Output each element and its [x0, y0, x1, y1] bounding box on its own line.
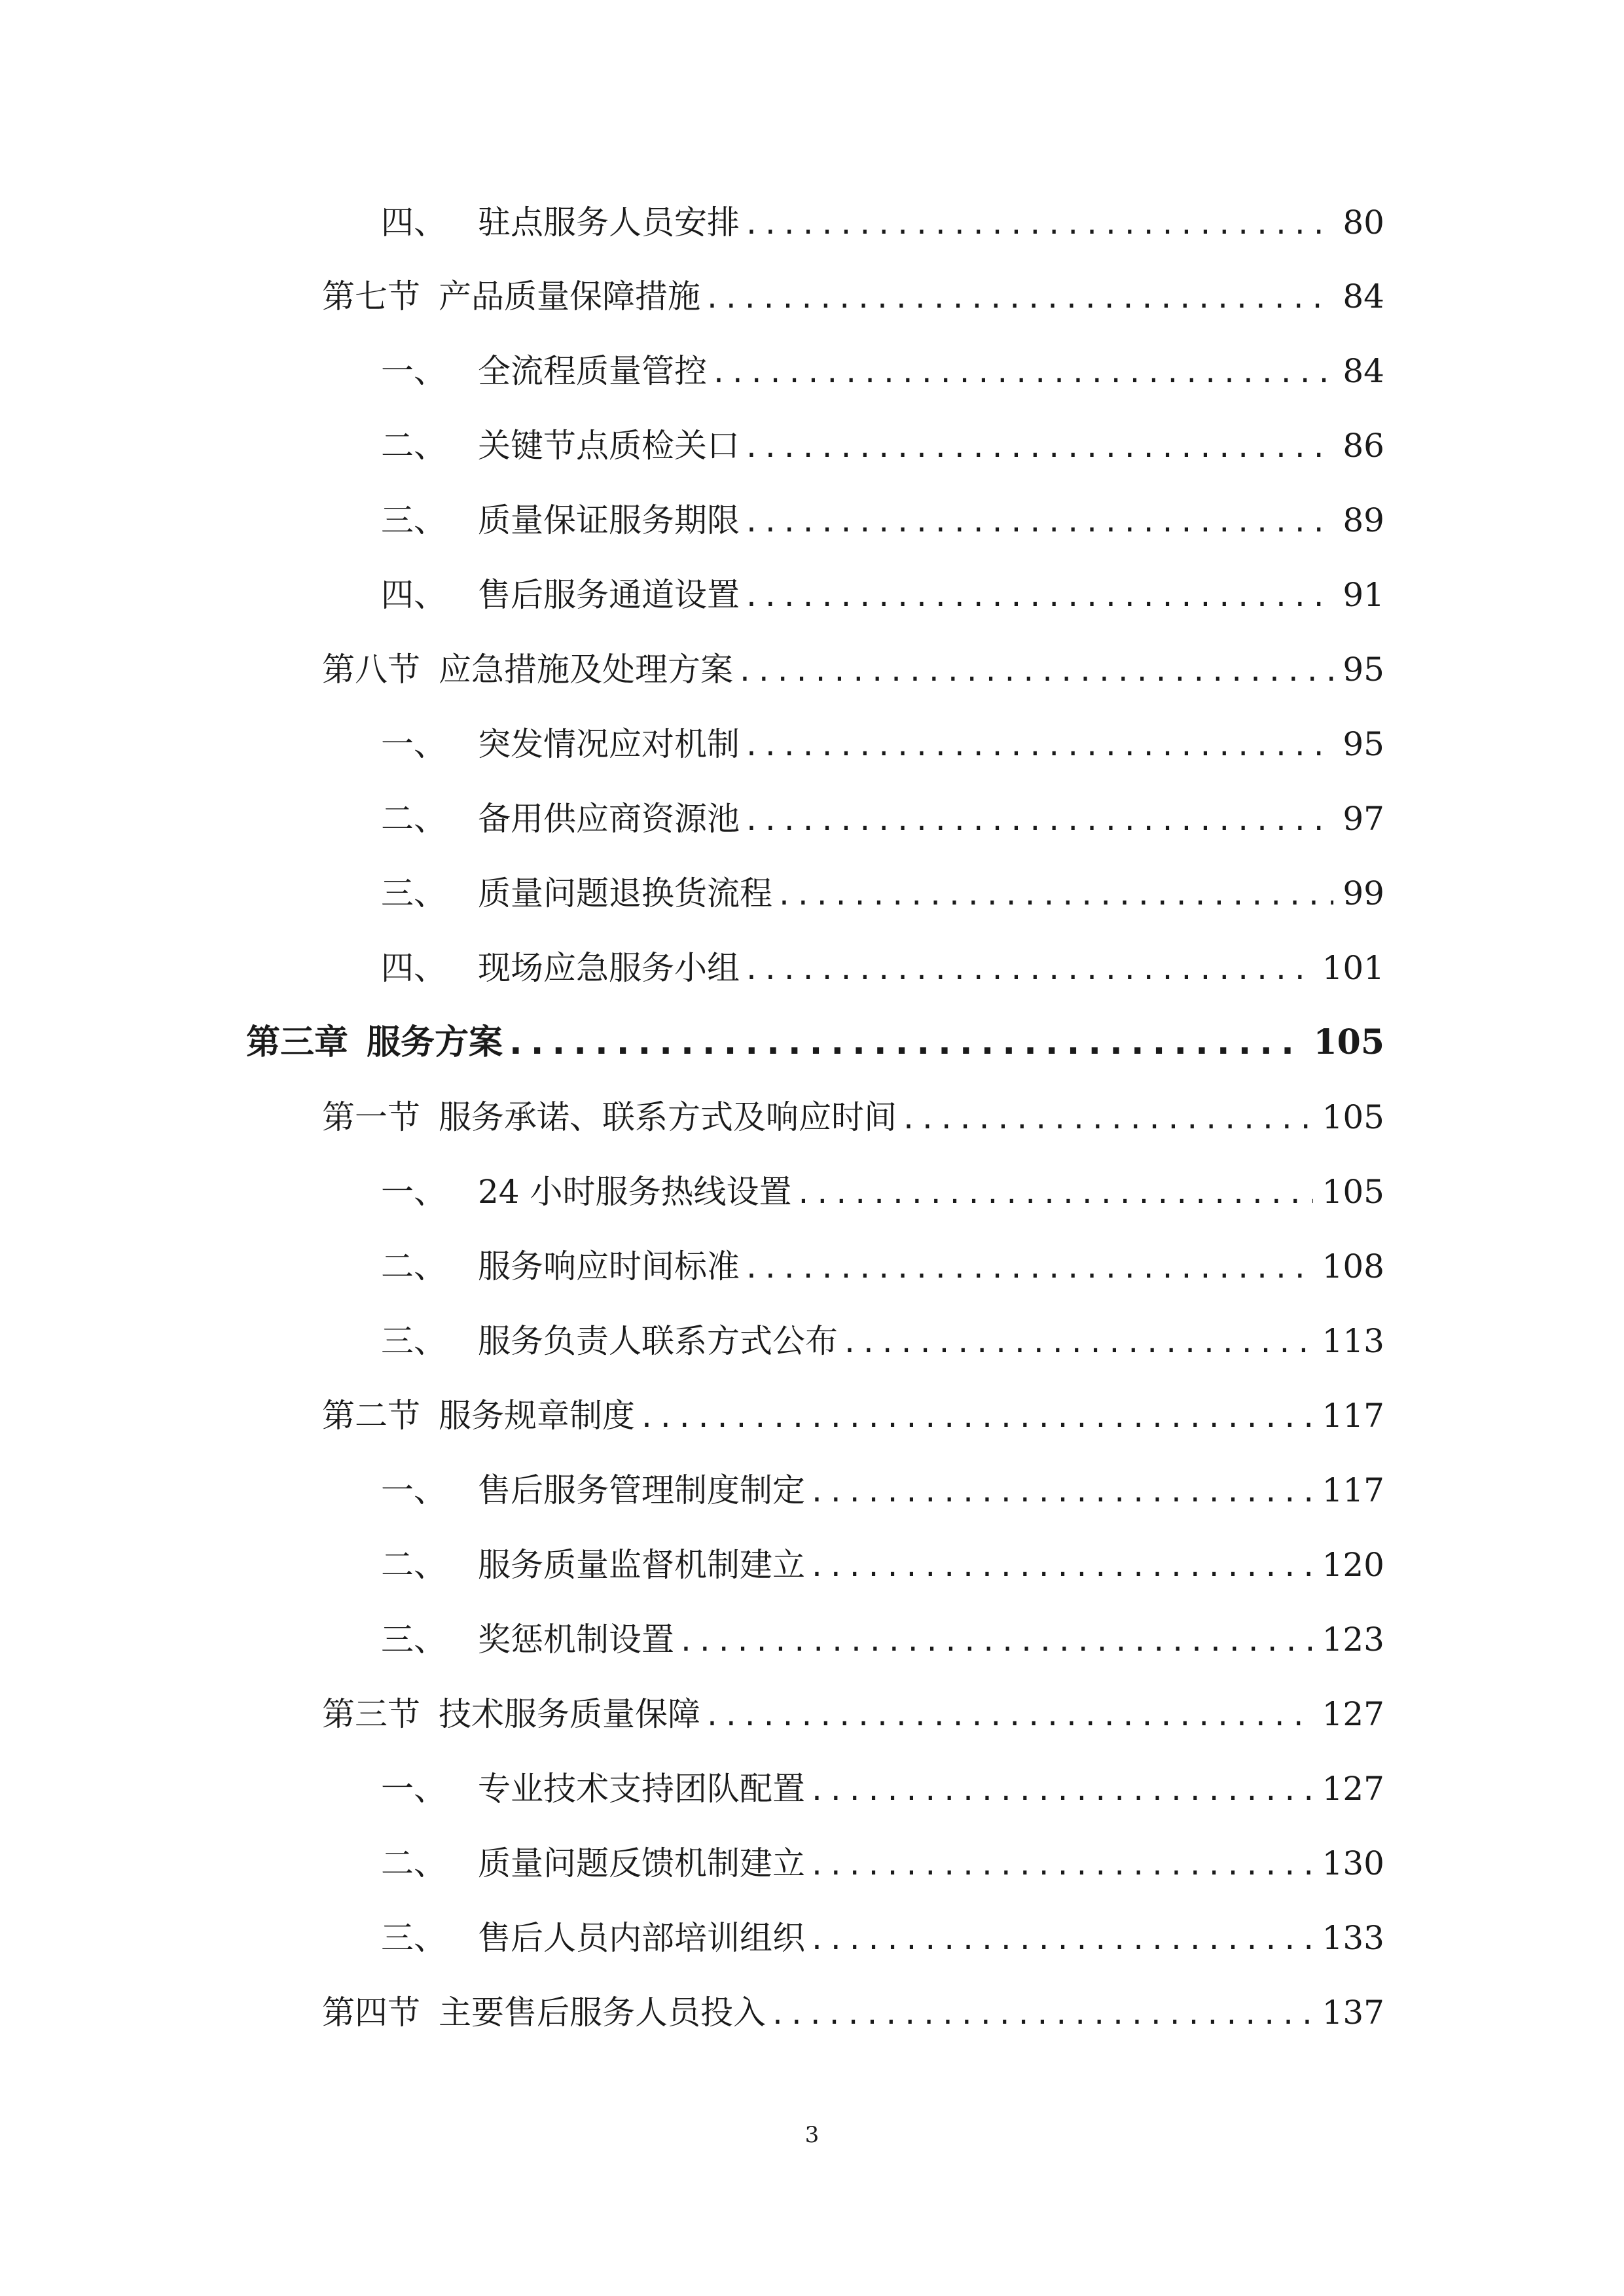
dot-leader	[812, 1539, 1313, 1591]
toc-entry-page: 97	[1343, 800, 1384, 838]
toc-entry-page: 101	[1322, 949, 1384, 987]
toc-entry-page: 84	[1343, 278, 1384, 315]
toc-entry-number: 三、	[381, 1621, 446, 1659]
toc-entry-title: 突发情况应对机制	[478, 725, 740, 763]
toc-entry-number: 四、	[381, 949, 446, 987]
toc-entry-page: 105	[1322, 1173, 1384, 1211]
toc-entry-title: 备用供应商资源池	[478, 800, 740, 838]
toc-entry-chapter[interactable]	[246, 1016, 1384, 1069]
dot-leader	[746, 1240, 1313, 1293]
dot-leader	[779, 867, 1333, 920]
toc-entry-number: 三、	[381, 1322, 446, 1360]
dot-leader	[707, 1688, 1313, 1740]
toc-entry-page: 86	[1343, 427, 1384, 465]
toc-entry-title: 服务承诺、联系方式及响应时间	[439, 1098, 897, 1136]
toc-entry-title: 24 小时服务热线设置	[478, 1173, 792, 1211]
toc-entry-number: 第一节	[322, 1098, 420, 1136]
toc-entry[interactable]	[322, 1390, 1384, 1442]
toc-entry-title: 全流程质量管控	[478, 352, 707, 390]
toc-entry-page: 127	[1322, 1695, 1384, 1733]
dot-leader	[903, 1091, 1313, 1143]
dot-leader	[812, 1837, 1313, 1890]
toc-entry-title: 奖惩机制设置	[478, 1621, 674, 1659]
toc-entry-number: 二、	[381, 1247, 446, 1285]
dot-leader	[641, 1390, 1313, 1442]
toc-entry-page: 89	[1343, 501, 1384, 539]
toc-entry-page: 105	[1313, 1022, 1384, 1062]
toc-entry[interactable]	[381, 867, 1384, 920]
toc-entry[interactable]	[381, 1166, 1384, 1218]
dot-leader	[746, 569, 1333, 621]
toc-entry-title: 产品质量保障措施	[439, 278, 700, 315]
toc-entry-number: 第四节	[322, 1994, 420, 2032]
toc-entry-title: 服务响应时间标准	[478, 1247, 740, 1285]
toc-entry-title: 关键节点质检关口	[478, 427, 740, 465]
toc-entry-title: 服务方案	[367, 1022, 503, 1062]
toc-entry-page: 123	[1322, 1621, 1384, 1659]
toc-entry[interactable]	[381, 569, 1384, 621]
dot-leader	[707, 270, 1333, 323]
toc-entry[interactable]	[381, 793, 1384, 845]
toc-entry-title: 服务负责人联系方式公布	[478, 1322, 838, 1360]
toc-entry[interactable]	[381, 942, 1384, 994]
toc-entry-title: 主要售后服务人员投入	[439, 1994, 766, 2032]
toc-entry[interactable]	[322, 1986, 1384, 2039]
toc-entry[interactable]	[381, 718, 1384, 770]
toc-entry-number: 三、	[381, 1919, 446, 1957]
toc-entry-number: 第二节	[322, 1397, 420, 1435]
dot-leader	[746, 196, 1333, 249]
toc-entry[interactable]	[381, 420, 1384, 472]
toc-entry-number: 一、	[381, 352, 446, 390]
toc-entry-page: 99	[1343, 874, 1384, 912]
toc-entry-page: 133	[1322, 1919, 1384, 1957]
dot-leader	[812, 1912, 1313, 1964]
toc-entry[interactable]	[381, 1912, 1384, 1964]
toc-entry-page: 80	[1343, 204, 1384, 242]
toc-entry-page: 95	[1343, 725, 1384, 763]
toc-entry-page: 108	[1322, 1247, 1384, 1285]
toc-entry[interactable]	[322, 270, 1384, 323]
toc-entry[interactable]	[381, 1464, 1384, 1516]
toc-entry-page: 127	[1322, 1770, 1384, 1808]
dot-leader	[681, 1613, 1313, 1666]
dot-leader	[740, 643, 1333, 696]
toc-entry-number: 一、	[381, 725, 446, 763]
toc-entry[interactable]	[381, 345, 1384, 397]
toc-entry-page: 84	[1343, 352, 1384, 390]
toc-entry[interactable]	[381, 1539, 1384, 1591]
dot-leader	[812, 1763, 1313, 1815]
dot-leader	[812, 1464, 1313, 1516]
dot-leader	[772, 1986, 1313, 2039]
toc-entry[interactable]	[381, 1613, 1384, 1666]
toc-entry-title: 售后服务管理制度制定	[478, 1471, 805, 1509]
toc-entry-page: 117	[1322, 1397, 1384, 1435]
toc-entry[interactable]	[381, 1837, 1384, 1890]
toc-entry-number: 四、	[381, 204, 446, 242]
dot-leader	[746, 420, 1333, 472]
toc-entry[interactable]	[381, 196, 1384, 249]
toc-entry-page: 113	[1322, 1322, 1384, 1360]
toc-entry-title: 现场应急服务小组	[478, 949, 740, 987]
page-number: 3	[804, 2122, 820, 2148]
toc-entry[interactable]	[381, 1763, 1384, 1815]
dot-leader	[799, 1166, 1313, 1218]
toc-entry-number: 四、	[381, 576, 446, 614]
toc-entry-number: 三、	[381, 874, 446, 912]
toc-entry-title: 售后人员内部培训组织	[478, 1919, 805, 1957]
dot-leader	[746, 494, 1333, 547]
toc-entry[interactable]	[381, 1240, 1384, 1293]
toc-entry[interactable]	[322, 1688, 1384, 1740]
toc-entry-title: 质量保证服务期限	[478, 501, 740, 539]
toc-entry-number: 三、	[381, 501, 446, 539]
toc-entry-page: 130	[1322, 1844, 1384, 1882]
toc-entry-page: 120	[1322, 1546, 1384, 1584]
toc-entry-number: 第八节	[322, 651, 420, 689]
toc-entry-page: 95	[1343, 651, 1384, 689]
dot-leader	[844, 1315, 1313, 1367]
toc-entry-title: 服务质量监督机制建立	[478, 1546, 805, 1584]
toc-entry-title: 售后服务通道设置	[478, 576, 740, 614]
toc-entry[interactable]	[322, 643, 1384, 696]
toc-entry-number: 第三节	[322, 1695, 420, 1733]
dot-leader	[746, 942, 1313, 994]
toc-entry-page: 91	[1343, 576, 1384, 614]
toc-entry-number: 一、	[381, 1770, 446, 1808]
toc-entry-number: 二、	[381, 800, 446, 838]
toc-entry[interactable]	[322, 1091, 1384, 1143]
toc-entry-page: 117	[1322, 1471, 1384, 1509]
toc-entry-number: 第三章	[246, 1022, 349, 1062]
toc-entry-title: 服务规章制度	[439, 1397, 635, 1435]
toc-entry-number: 一、	[381, 1173, 446, 1211]
toc-entry-number: 二、	[381, 427, 446, 465]
toc-entry-title: 质量问题反馈机制建立	[478, 1844, 805, 1882]
toc-entry-page: 137	[1322, 1994, 1384, 2032]
toc-entry-title: 质量问题退换货流程	[478, 874, 772, 912]
toc-entry-page: 105	[1322, 1098, 1384, 1136]
toc-entry-number: 二、	[381, 1546, 446, 1584]
toc-entry-title: 专业技术支持团队配置	[478, 1770, 805, 1808]
toc-entry-number: 二、	[381, 1844, 446, 1882]
toc-entry[interactable]	[381, 494, 1384, 547]
toc-entry[interactable]	[381, 1315, 1384, 1367]
toc-entry-title: 技术服务质量保障	[439, 1695, 700, 1733]
toc-entry-title: 驻点服务人员安排	[478, 204, 740, 242]
dot-leader	[509, 1016, 1304, 1069]
dot-leader	[746, 793, 1333, 845]
toc-entry-title: 应急措施及处理方案	[439, 651, 733, 689]
toc-entry-number: 一、	[381, 1471, 446, 1509]
dot-leader	[713, 345, 1333, 397]
dot-leader	[746, 718, 1333, 770]
toc-entry-number: 第七节	[322, 278, 420, 315]
